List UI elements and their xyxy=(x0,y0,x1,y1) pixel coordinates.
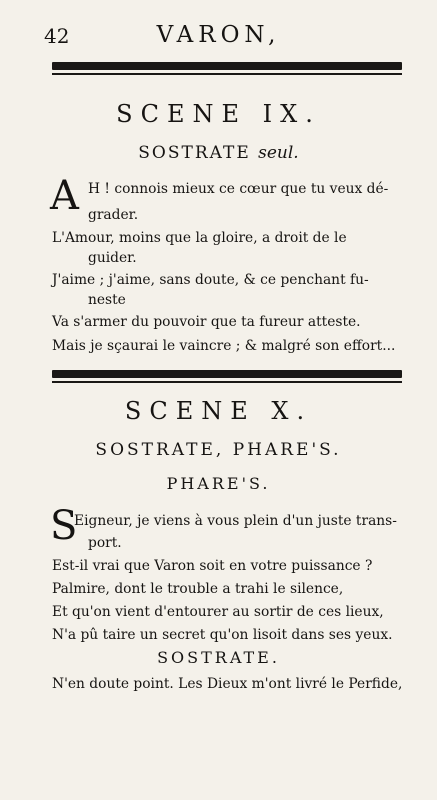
speaker-sostrate: SOSTRATE. xyxy=(157,648,280,667)
speaker-note: seul. xyxy=(258,143,299,163)
verse-line: Va s'armer du pouvoir que ta fureur atteste. xyxy=(52,314,361,330)
verse-line: port. xyxy=(88,535,122,551)
running-title: VARON, xyxy=(156,22,281,48)
ornamental-rule-top xyxy=(52,62,402,75)
page-number: 42 xyxy=(44,24,70,48)
verse-line: H ! connois mieux ce cœur que tu veux dé- xyxy=(88,181,389,197)
drop-cap-a: A xyxy=(50,173,79,219)
verse-line: guider. xyxy=(88,250,137,266)
scene-10-characters: SOSTRATE, PHARE'S. xyxy=(95,440,342,460)
verse-line: N'en doute point. Les Dieux m'ont livré le Perfide, xyxy=(52,676,403,692)
verse-line: Et qu'on vient d'entourer au sortir de ces lieux, xyxy=(52,604,384,620)
drop-cap-s: S xyxy=(50,503,78,549)
verse-line: Palmire, dont le trouble a trahi le silence, xyxy=(52,581,344,597)
page-header xyxy=(0,22,437,52)
verse-line: L'Amour, moins que la gloire, a droit de le xyxy=(52,230,347,246)
speaker-name: SOSTRATE xyxy=(138,143,251,163)
ornamental-rule-middle xyxy=(52,370,402,383)
scene-9-speaker xyxy=(0,143,437,163)
verse-line: Mais je sçaurai le vaincre ; & malgré son effort... xyxy=(52,338,396,354)
verse-line: grader. xyxy=(88,207,139,223)
verse-line: Eigneur, je viens à vous plein d'un juste trans- xyxy=(74,513,397,529)
verse-line: neste xyxy=(88,292,126,308)
verse-line: N'a pû taire un secret qu'on lisoit dans ses yeux. xyxy=(52,627,393,643)
verse-line: J'aime ; j'aime, sans doute, & ce penchant fu- xyxy=(52,272,369,288)
scene-9-title: SCENE IX. xyxy=(116,100,321,128)
speaker-phares: PHARE'S. xyxy=(166,474,271,493)
verse-line: Est-il vrai que Varon soit en votre puissance ? xyxy=(52,558,373,574)
scene-10-title: SCENE X. xyxy=(124,397,313,425)
